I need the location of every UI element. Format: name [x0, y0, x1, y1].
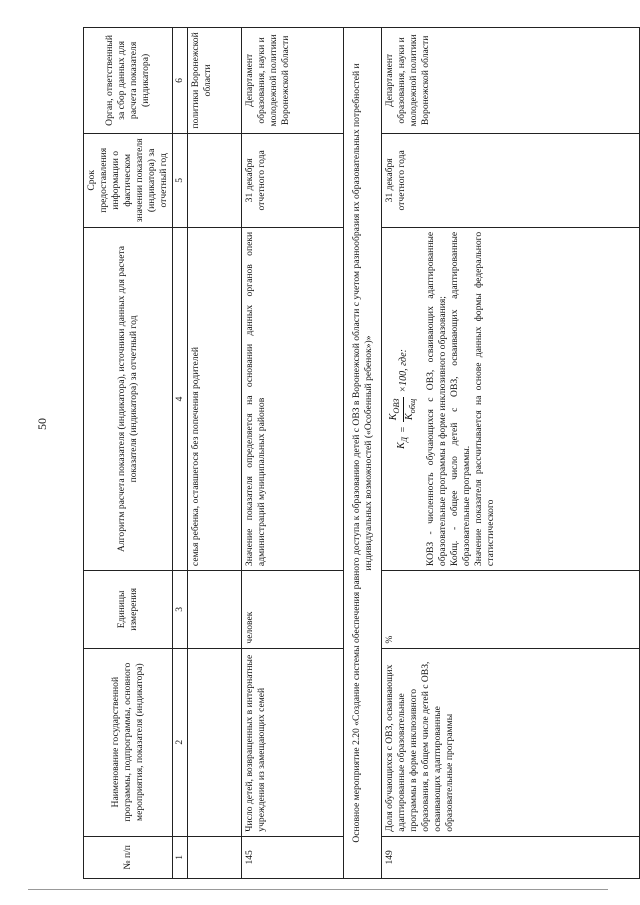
- formula-fraction: $К_{ОВЗ}$ $К_{общ}$: [388, 398, 417, 421]
- table-row-145: [242, 28, 344, 879]
- section-banner-row: [344, 28, 382, 879]
- row-149-algorithm: [382, 227, 640, 570]
- rotated-table-container: [83, 27, 640, 879]
- row-149-deadline: 31 декабря отчетного года: [382, 133, 640, 227]
- header-organ: Орган, ответственный за сбор данных для расчета показателя (индикатора): [84, 28, 173, 134]
- header-deadline: Срок предоставления информации о фактическом значении показателя (индикатора) за отчетный год: [84, 133, 173, 227]
- column-number-row: [173, 28, 188, 879]
- row-145-name: Число детей, возвращенных в интернатные учреждения из замещающих семей: [242, 648, 344, 836]
- continuation-row: [188, 28, 242, 879]
- formula-tail: ×100, где:: [397, 349, 409, 393]
- header-row: [84, 28, 173, 879]
- formula-equals: =: [397, 426, 409, 433]
- col-number-5: 5: [173, 133, 188, 227]
- header-name: Наименование государственной программы, подпрограммы, основного мероприятия, показателя (индикатора): [84, 648, 173, 836]
- header-number: № п/п: [84, 836, 173, 878]
- indicator-table: [83, 27, 640, 879]
- formula-definition-2: Кобщ. - общее число детей с ОВЗ, осваивающих адаптированные образовательные программы.: [449, 231, 472, 567]
- row-145-number: 145: [242, 836, 344, 878]
- row-149-unit: %: [382, 571, 640, 649]
- page-number: 50: [35, 418, 49, 430]
- col-number-3: 3: [173, 571, 188, 649]
- header-unit: Единицы измерения: [84, 571, 173, 649]
- row-149-organ: Департамент образования, науки и молодежной политики Воронежской области: [382, 28, 640, 134]
- col-number-6: 6: [173, 28, 188, 134]
- page-edge-line: [28, 889, 608, 890]
- section-banner: Основное мероприятие 2.20 «Создание системы обеспечения равного доступа к образованию детей с ОВЗ в Воронежской области с учетом разнообразия их образовательных потребностей и индивидуальных возможностей («Особенный ребенок»)»: [344, 28, 382, 879]
- formula-definition-1: КОВЗ - численность обучающихся с ОВЗ, осваивающих адаптированные образовательные программы в форме инклюзивного образования;: [425, 231, 448, 567]
- row-149-name: Доля обучающихся с ОВЗ, осваивающих адаптированные образовательные программы в форме инклюзивного образования, в общем числе детей с ОВЗ, осваивающих адаптированные образовательные программы: [382, 648, 640, 836]
- header-algorithm: Алгоритм расчета показателя (индикатора), источники данных для расчета показателя (индикатора) за отчетный год: [84, 227, 173, 570]
- row-149-number: 149: [382, 836, 640, 878]
- col-number-4: 4: [173, 227, 188, 570]
- row-145-unit: человек: [242, 571, 344, 649]
- table-row-149: [382, 28, 640, 879]
- formula: [388, 232, 419, 566]
- continuation-organ: политики Воронежской области: [188, 28, 242, 134]
- row-145-algorithm: Значение показателя определяется на основании данных органов опеки администраций муниципальных районов: [242, 227, 344, 570]
- col-number-2: 2: [173, 648, 188, 836]
- formula-lhs: $К_Д$: [396, 436, 409, 449]
- continuation-algorithm: семья ребенка, оставшегося без попечения родителей: [188, 227, 242, 570]
- formula-definition-3: Значение показателя рассчитывается на основе данных формы федерального статистического: [473, 231, 496, 567]
- row-145-organ: Департамент образования, науки и молодежной политики Воронежской области: [242, 28, 344, 134]
- row-145-deadline: 31 декабря отчетного года: [242, 133, 344, 227]
- col-number-1: 1: [173, 836, 188, 878]
